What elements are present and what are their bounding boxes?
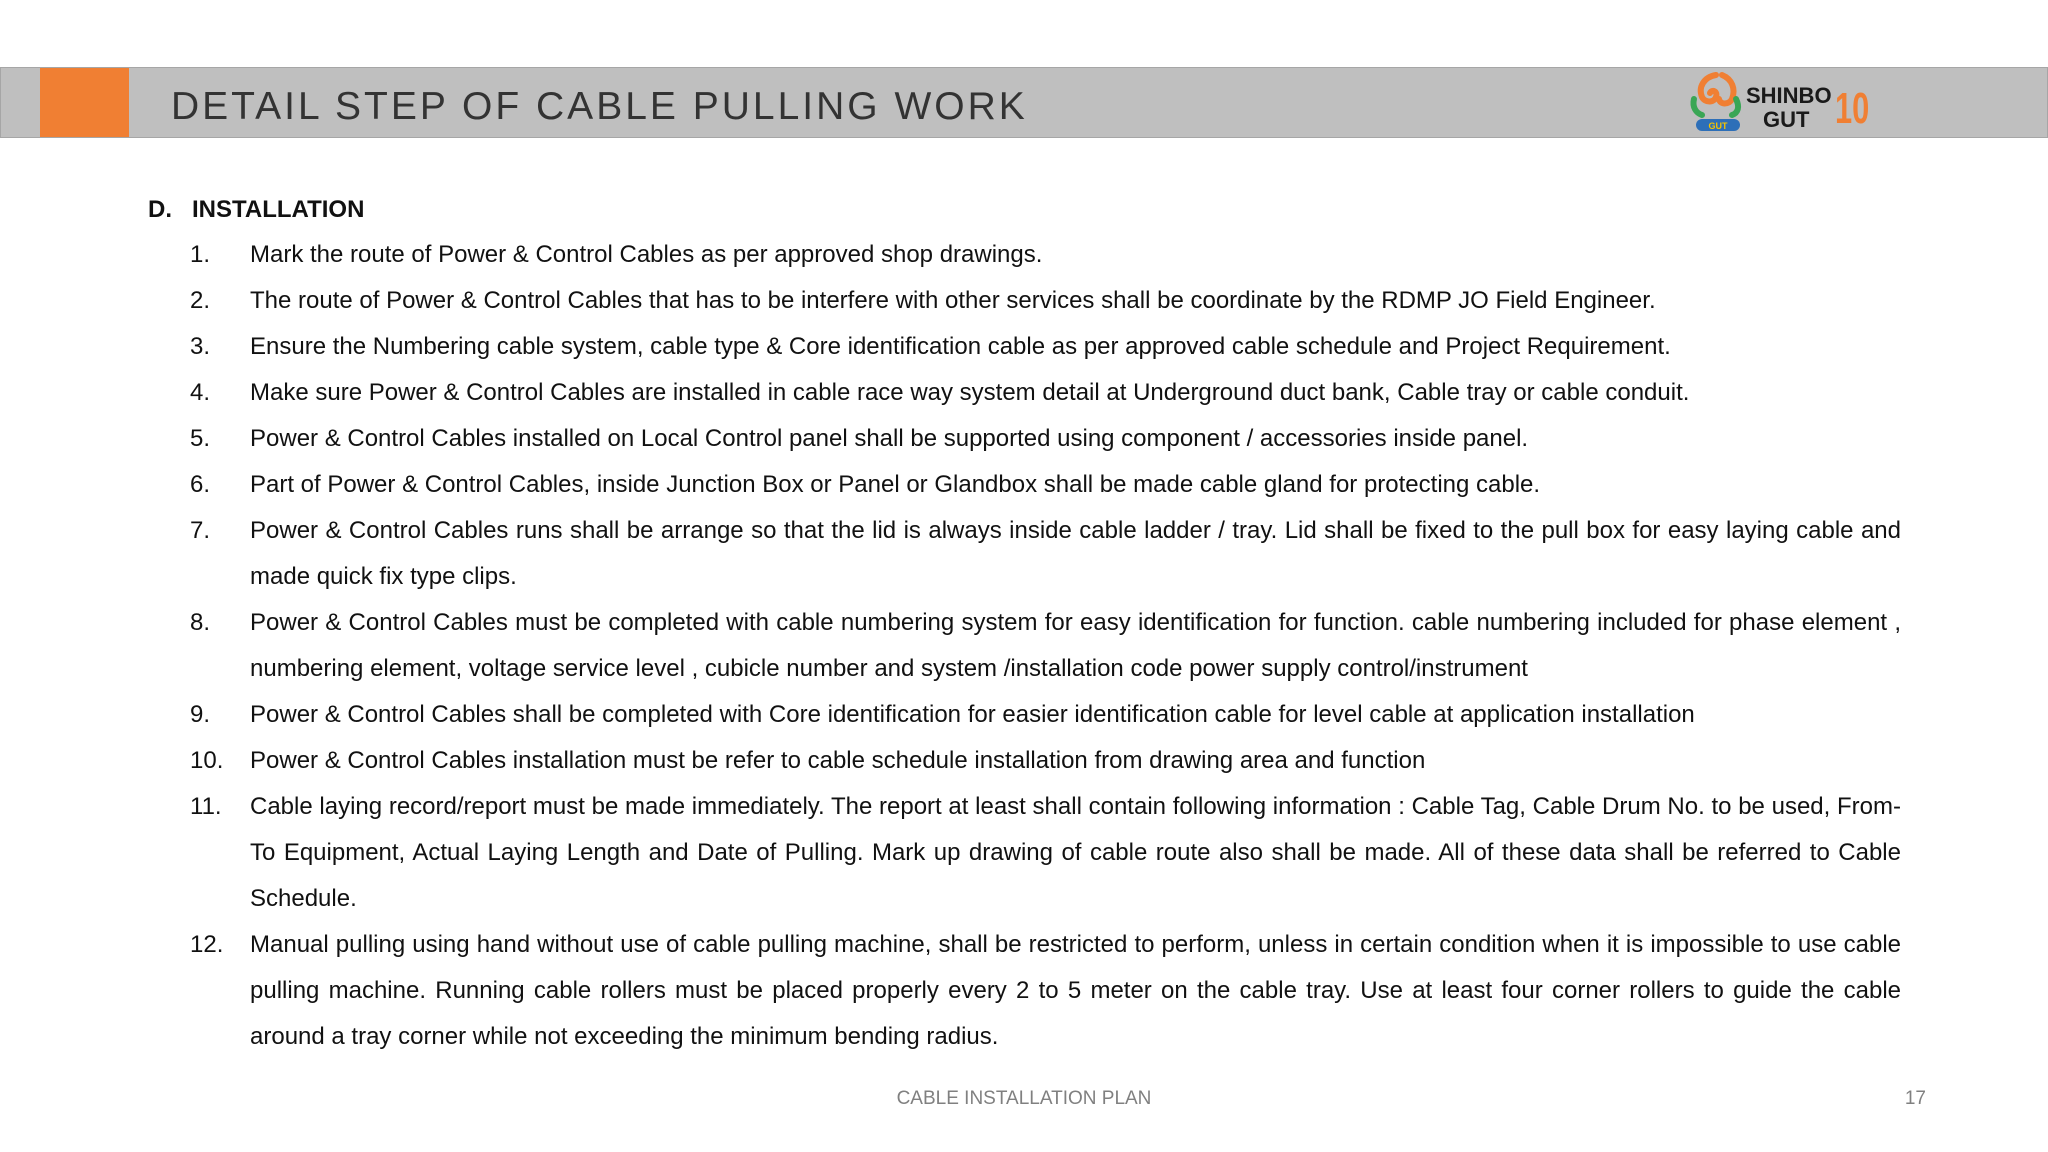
step-number: 7.	[190, 517, 211, 544]
installation-steps-list	[190, 232, 1901, 1060]
step-text: Power & Control Cables installation must be refer to cable schedule installation from drawing area and function	[250, 747, 1426, 774]
company-logo	[1686, 69, 1870, 137]
step-text: Power & Control Cables must be completed with cable numbering system for easy identification for function. cable numbering included for phase element , numbering element, voltage service level , cubicle number and system /installation code power supply control/instrument	[250, 609, 1901, 682]
list-item	[190, 232, 1901, 278]
step-number: 8.	[190, 609, 211, 636]
step-number: 5.	[190, 425, 211, 452]
step-number: 4.	[190, 379, 211, 406]
list-item	[190, 738, 1901, 784]
step-text: Ensure the Numbering cable system, cable type & Core identification cable as per approved cable schedule and Project Requirement.	[250, 333, 1671, 360]
list-item	[190, 416, 1901, 462]
step-number: 11.	[190, 793, 222, 820]
step-number: 2.	[190, 287, 211, 314]
section-heading-text: INSTALLATION	[192, 196, 365, 223]
step-text: Power & Control Cables shall be completed with Core identification for easier identification cable for level cable at application installation	[250, 701, 1695, 728]
section-letter: D.	[148, 196, 172, 223]
step-number: 3.	[190, 333, 211, 360]
step-text: Part of Power & Control Cables, inside Junction Box or Panel or Glandbox shall be made cable gland for protecting cable.	[250, 471, 1541, 498]
footer-title: CABLE INSTALLATION PLAN	[896, 1088, 1152, 1109]
step-text: Make sure Power & Control Cables are installed in cable race way system detail at Underground duct bank, Cable tray or cable conduit.	[250, 379, 1690, 406]
step-number: 12.	[190, 931, 224, 958]
list-item	[190, 324, 1901, 370]
step-text: Power & Control Cables runs shall be arrange so that the lid is always inside cable ladder / tray. Lid shall be fixed to the pull box for easy laying cable and made quick fix type clips.	[250, 517, 1901, 590]
list-item	[190, 692, 1901, 738]
list-item	[190, 508, 1901, 600]
step-text: Power & Control Cables installed on Local Control panel shall be supported using component / accessories inside panel.	[250, 425, 1529, 452]
list-item	[190, 600, 1901, 692]
header-accent-block	[40, 68, 129, 137]
page-number: 17	[1904, 1088, 1926, 1109]
step-number: 9.	[190, 701, 211, 728]
section-heading	[148, 196, 364, 224]
step-text: Mark the route of Power & Control Cables as per approved shop drawings.	[250, 241, 1043, 268]
list-item	[190, 784, 1901, 922]
step-number: 1.	[190, 241, 211, 268]
logo-text-line1: SHINBO	[1746, 83, 1832, 108]
step-text: Manual pulling using hand without use of cable pulling machine, shall be restricted to perform, unless in certain condition when it is impossible to use cable pulling machine. Running cable rollers must be placed properly every 2 to 5 meter on the cable tray. Use at least four corner rollers to guide the cable around a tray corner while not exceeding the minimum bending radius.	[250, 931, 1901, 1050]
logo-anniversary-number: 10	[1835, 84, 1870, 133]
step-text: Cable laying record/report must be made immediately. The report at least shall contain following information : Cable Tag, Cable Drum No. to be used, From-To Equipment, Actual Laying Length and Date of Pulling. Mark up drawing of cable route also shall be made. All of these data shall be referred to Cable Schedule.	[250, 793, 1901, 912]
page-title: DETAIL STEP OF CABLE PULLING WORK	[171, 85, 1028, 128]
step-text: The route of Power & Control Cables that has to be interfere with other services shall be coordinate by the RDMP JO Field Engineer.	[250, 287, 1656, 314]
logo-text-line2: GUT	[1763, 107, 1810, 132]
step-number: 6.	[190, 471, 211, 498]
list-item	[190, 922, 1901, 1060]
logo-badge-text: GUT	[1708, 121, 1728, 131]
list-item	[190, 462, 1901, 508]
list-item	[190, 370, 1901, 416]
step-number: 10.	[190, 747, 224, 774]
list-item	[190, 278, 1901, 324]
